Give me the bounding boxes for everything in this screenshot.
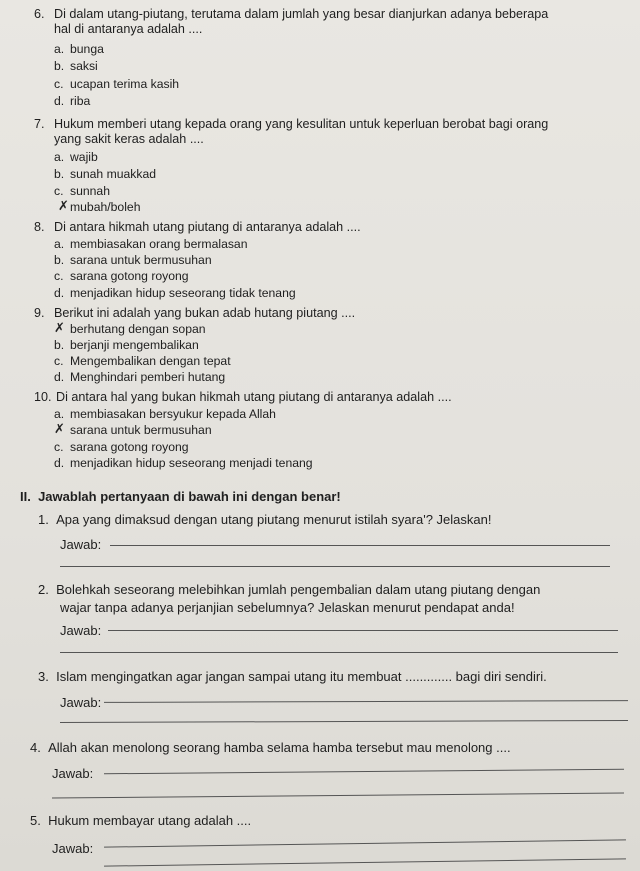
- answer-line[interactable]: [60, 566, 610, 567]
- option-9a: berhutang dengan sopan: [70, 322, 206, 336]
- option-9d: d. Menghindari pemberi hutang: [54, 370, 226, 384]
- jawab-label-1: Jawab:: [60, 537, 102, 552]
- question-7: 7. Hukum memberi utang kepada orang yang kesulitan untuk keperluan berobat bagi orang: [34, 117, 549, 131]
- question-10: 10. Di antara hal yang bukan hikmah utang piutang di antaranya adalah ....: [34, 390, 452, 404]
- essay-question-5: 5. Hukum membayar utang adalah ....: [30, 813, 252, 828]
- jawab-label-4: Jawab:: [52, 766, 94, 781]
- answer-mark-10b: ✗: [54, 421, 65, 436]
- jawab-label-2: Jawab:: [60, 623, 102, 638]
- option-8b: b. sarana untuk bermusuhan: [54, 253, 212, 267]
- option-9c: c. Mengembalikan dengan tepat: [54, 354, 231, 368]
- essay-question-3: 3. Islam mengingatkan agar jangan sampai utang itu membuat ............. bagi diri sendiri.: [38, 669, 547, 684]
- answer-line[interactable]: [108, 630, 618, 631]
- option-7b: b. sunah muakkad: [54, 167, 157, 181]
- question-6-cont: hal di antaranya adalah ....: [54, 22, 203, 36]
- option-8a: a. membiasakan orang bermalasan: [54, 237, 248, 251]
- section-2-title: II. Jawablah pertanyaan di bawah ini dengan benar!: [20, 489, 341, 504]
- answer-mark-9a: ✗: [54, 320, 65, 335]
- option-7d: mubah/boleh: [70, 200, 141, 214]
- option-9b: b. berjanji mengembalikan: [54, 338, 199, 352]
- answer-line[interactable]: [104, 839, 626, 847]
- option-7a: a. wajib: [54, 150, 98, 164]
- option-6a: a. bunga: [54, 42, 104, 56]
- essay-question-2: 2. Bolehkah seseorang melebihkan jumlah pengembalian dalam utang piutang dengan: [38, 582, 541, 597]
- option-10d: d. menjadikan hidup seseorang menjadi tenang: [54, 456, 313, 470]
- option-10c: c. sarana gotong royong: [54, 440, 189, 454]
- answer-line[interactable]: [104, 700, 628, 703]
- question-7-cont: yang sakit keras adalah ....: [54, 132, 204, 146]
- option-10a: a. membiasakan bersyukur kepada Allah: [54, 407, 276, 421]
- essay-question-2-cont: wajar tanpa adanya perjanjian sebelumnya? Jelaskan menurut pendapat anda!: [60, 600, 515, 615]
- answer-mark-7d: ✗: [58, 198, 69, 213]
- option-6b: b. saksi: [54, 59, 98, 73]
- option-6d: d. riba: [54, 94, 91, 108]
- answer-line[interactable]: [104, 858, 626, 866]
- option-8d: d. menjadikan hidup seseorang tidak tenang: [54, 286, 296, 300]
- option-8c: c. sarana gotong royong: [54, 269, 189, 283]
- jawab-label-3: Jawab:: [60, 695, 102, 710]
- option-6c: c. ucapan terima kasih: [54, 77, 180, 91]
- answer-line[interactable]: [110, 545, 610, 546]
- question-9: 9. Berikut ini adalah yang bukan adab hutang piutang ....: [34, 306, 356, 320]
- essay-question-1: 1. Apa yang dimaksud dengan utang piutang menurut istilah syara'? Jelaskan!: [38, 512, 492, 527]
- essay-question-4: 4. Allah akan menolong seorang hamba selama hamba tersebut mau menolong ....: [30, 740, 511, 755]
- answer-line[interactable]: [60, 652, 618, 653]
- question-6: 6. Di dalam utang-piutang, terutama dalam jumlah yang besar dianjurkan adanya beberapa: [34, 7, 549, 21]
- option-10b: sarana untuk bermusuhan: [70, 423, 212, 437]
- answer-line[interactable]: [52, 793, 624, 799]
- answer-line[interactable]: [104, 769, 624, 775]
- question-8: 8. Di antara hikmah utang piutang di antaranya adalah ....: [34, 220, 361, 234]
- option-7c: c. sunnah: [54, 184, 110, 198]
- jawab-label-5: Jawab:: [52, 841, 94, 856]
- answer-line[interactable]: [60, 720, 628, 723]
